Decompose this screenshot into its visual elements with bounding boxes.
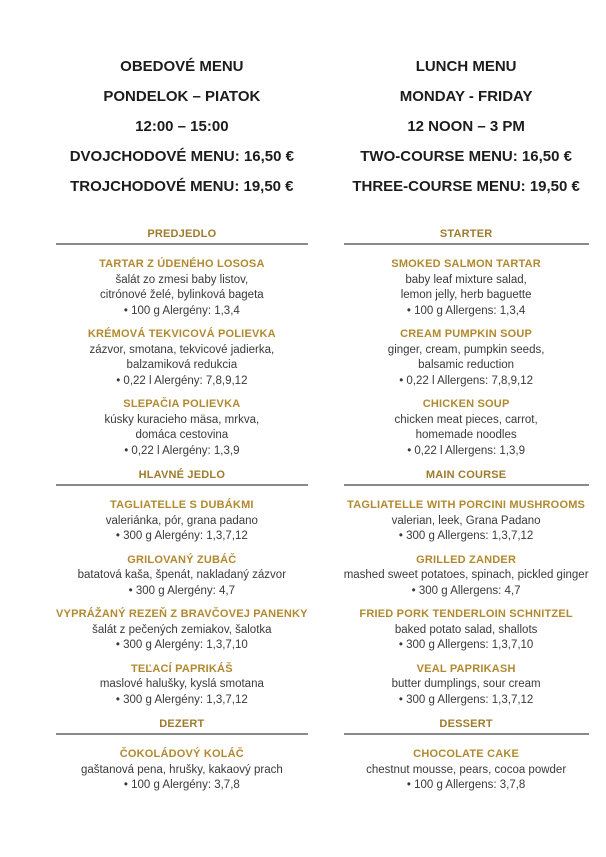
dish-description-line: batatová kaša, špenát, nakladaný zázvor xyxy=(77,569,287,581)
menu-item xyxy=(344,498,589,545)
dish-allergens: • 0,22 l Alergény: 7,8,9,12 xyxy=(116,374,248,387)
dish-allergens: • 300 g Allergens: 1,3,7,10 xyxy=(398,639,534,651)
dish-description-line: baby leaf mixture salad, xyxy=(405,273,527,286)
menu-days-en: MONDAY - FRIDAY xyxy=(399,88,533,105)
dish-name: SMOKED SALMON TARTAR xyxy=(391,258,541,270)
section-title-main-sk: HLAVNÉ JEDLO xyxy=(56,469,308,486)
menu-item xyxy=(56,327,308,389)
menu-item xyxy=(56,553,308,600)
menu-item xyxy=(56,747,308,794)
dish-description-line: domáca cestovina xyxy=(135,429,229,441)
menu-item xyxy=(344,747,589,794)
dish-allergens: • 100 g Allergens: 1,3,4 xyxy=(406,304,526,317)
dish-allergens: • 100 g Alergény: 1,3,4 xyxy=(123,304,240,317)
dish-allergens: • 300 g Allergens: 4,7 xyxy=(411,584,521,597)
section-title-starter-en: STARTER xyxy=(344,228,589,245)
dish-description-line: šalát zo zmesi baby listov, xyxy=(115,273,249,286)
menu-item xyxy=(344,397,589,459)
menu-item xyxy=(56,662,308,709)
menu-item xyxy=(344,327,589,389)
dish-allergens: • 300 g Alergény: 1,3,7,12 xyxy=(115,530,248,542)
dish-allergens: • 300 g Alergény: 1,3,7,10 xyxy=(115,639,248,651)
dish-name: VEAL PAPRIKASH xyxy=(416,662,516,675)
menu-title-en: LUNCH MENU xyxy=(415,58,517,75)
dish-allergens: • 300 g Alergény: 4,7 xyxy=(128,584,235,597)
dish-name: VYPRÁŽANÝ REZEŇ Z BRAVČOVEJ PANENKY xyxy=(56,608,308,620)
dish-description-line: chestnut mousse, pears, cocoa powder xyxy=(366,763,567,776)
dish-name: TAGLIATELLE WITH PORCINI MUSHROOMS xyxy=(347,499,586,511)
menu-grid xyxy=(56,52,589,794)
dish-name: TARTAR Z ÚDENÉHO LOSOSA xyxy=(99,258,265,270)
dish-description-line: šalát z pečených zemiakov, šalotka xyxy=(92,623,272,636)
menu-item xyxy=(344,553,589,600)
menu-item xyxy=(56,257,308,319)
dish-description-line: balsamic reduction xyxy=(418,359,515,371)
dish-description-line: butter dumplings, sour cream xyxy=(391,678,541,690)
dish-name: GRILOVANÝ ZUBÁČ xyxy=(127,553,237,566)
dish-name: GRILLED ZANDER xyxy=(416,553,517,566)
dish-allergens: • 0,22 l Allergens: 1,3,9 xyxy=(407,444,526,457)
dish-description-line: zázvor, smotana, tekvicové jadierka, xyxy=(89,343,275,356)
menu-days-sk: PONDELOK – PIATOK xyxy=(103,88,261,105)
dish-allergens: • 0,22 l Allergens: 7,8,9,12 xyxy=(399,374,534,387)
menu-price-three-course-en: THREE-COURSE MENU: 19,50 € xyxy=(352,178,580,195)
menu-hours-en: 12 NOON – 3 PM xyxy=(407,118,525,135)
dish-name: SLEPAČIA POLIEVKA xyxy=(123,398,241,410)
menu-price-two-course-sk: DVOJCHODOVÉ MENU: 16,50 € xyxy=(69,148,294,165)
dish-description-line: gaštanová pena, hrušky, kakaový prach xyxy=(80,763,283,776)
dish-description-line: homemade noodles xyxy=(415,429,517,441)
dish-description-line: balzamiková redukcia xyxy=(126,359,238,371)
dish-description-line: baked potato salad, shallots xyxy=(394,623,538,636)
dish-description-line: lemon jelly, herb baguette xyxy=(400,289,532,301)
menu-item xyxy=(344,662,589,709)
dish-description-line: valerian, leek, Grana Padano xyxy=(391,514,541,527)
dish-name: TEĽACÍ PAPRIKÁŠ xyxy=(130,662,233,675)
header-english xyxy=(344,52,589,202)
dish-name: FRIED PORK TENDERLOIN SCHNITZEL xyxy=(359,608,573,620)
menu-title-sk: OBEDOVÉ MENU xyxy=(120,58,244,75)
dish-description-line: ginger, cream, pumpkin seeds, xyxy=(387,343,545,356)
dish-name: TAGLIATELLE S DUBÁKMI xyxy=(109,499,254,511)
header-slovak xyxy=(56,52,308,202)
dish-description-line: kúsky kuracieho mäsa, mrkva, xyxy=(104,413,260,426)
dish-name: CREAM PUMPKIN SOUP xyxy=(400,328,533,340)
dish-name: CHICKEN SOUP xyxy=(422,398,510,410)
dish-allergens: • 300 g Alergény: 1,3,7,12 xyxy=(115,693,248,706)
section-title-main-en: MAIN COURSE xyxy=(344,469,589,486)
dish-description-line: maslové halušky, kyslá smotana xyxy=(99,678,264,690)
dish-description-line: mashed sweet potatoes, spinach, pickled ginger xyxy=(343,569,589,581)
dish-allergens: • 0,22 l Alergény: 1,3,9 xyxy=(124,444,240,457)
section-title-dessert-sk: DEZERT xyxy=(56,718,308,735)
dish-allergens: • 100 g Alergény: 3,7,8 xyxy=(123,779,240,791)
dish-description-line: citrónové želé, bylinková bageta xyxy=(100,289,264,301)
dish-name: ČOKOLÁDOVÝ KOLÁČ xyxy=(119,748,244,760)
menu-item xyxy=(344,607,589,654)
menu-item xyxy=(56,498,308,545)
menu-item xyxy=(344,257,589,319)
menu-price-two-course-en: TWO-COURSE MENU: 16,50 € xyxy=(360,148,572,165)
dish-name: CHOCOLATE CAKE xyxy=(413,748,520,760)
menu-price-three-course-sk: TROJCHODOVÉ MENU: 19,50 € xyxy=(70,178,294,195)
menu-item xyxy=(56,397,308,459)
section-title-starter-sk: PREDJEDLO xyxy=(56,228,308,245)
dish-name: KRÉMOVÁ TEKVICOVÁ POLIEVKA xyxy=(87,328,276,340)
menu-item xyxy=(56,607,308,654)
dish-description-line: valeriánka, pór, grana padano xyxy=(105,514,258,527)
section-title-dessert-en: DESSERT xyxy=(344,718,589,735)
dish-allergens: • 300 g Allergens: 1,3,7,12 xyxy=(398,693,534,706)
dish-description-line: chicken meat pieces, carrot, xyxy=(394,413,538,426)
dish-allergens: • 100 g Allergens: 3,7,8 xyxy=(406,779,526,791)
menu-hours-sk: 12:00 – 15:00 xyxy=(135,118,229,135)
dish-allergens: • 300 g Allergens: 1,3,7,12 xyxy=(398,530,534,542)
